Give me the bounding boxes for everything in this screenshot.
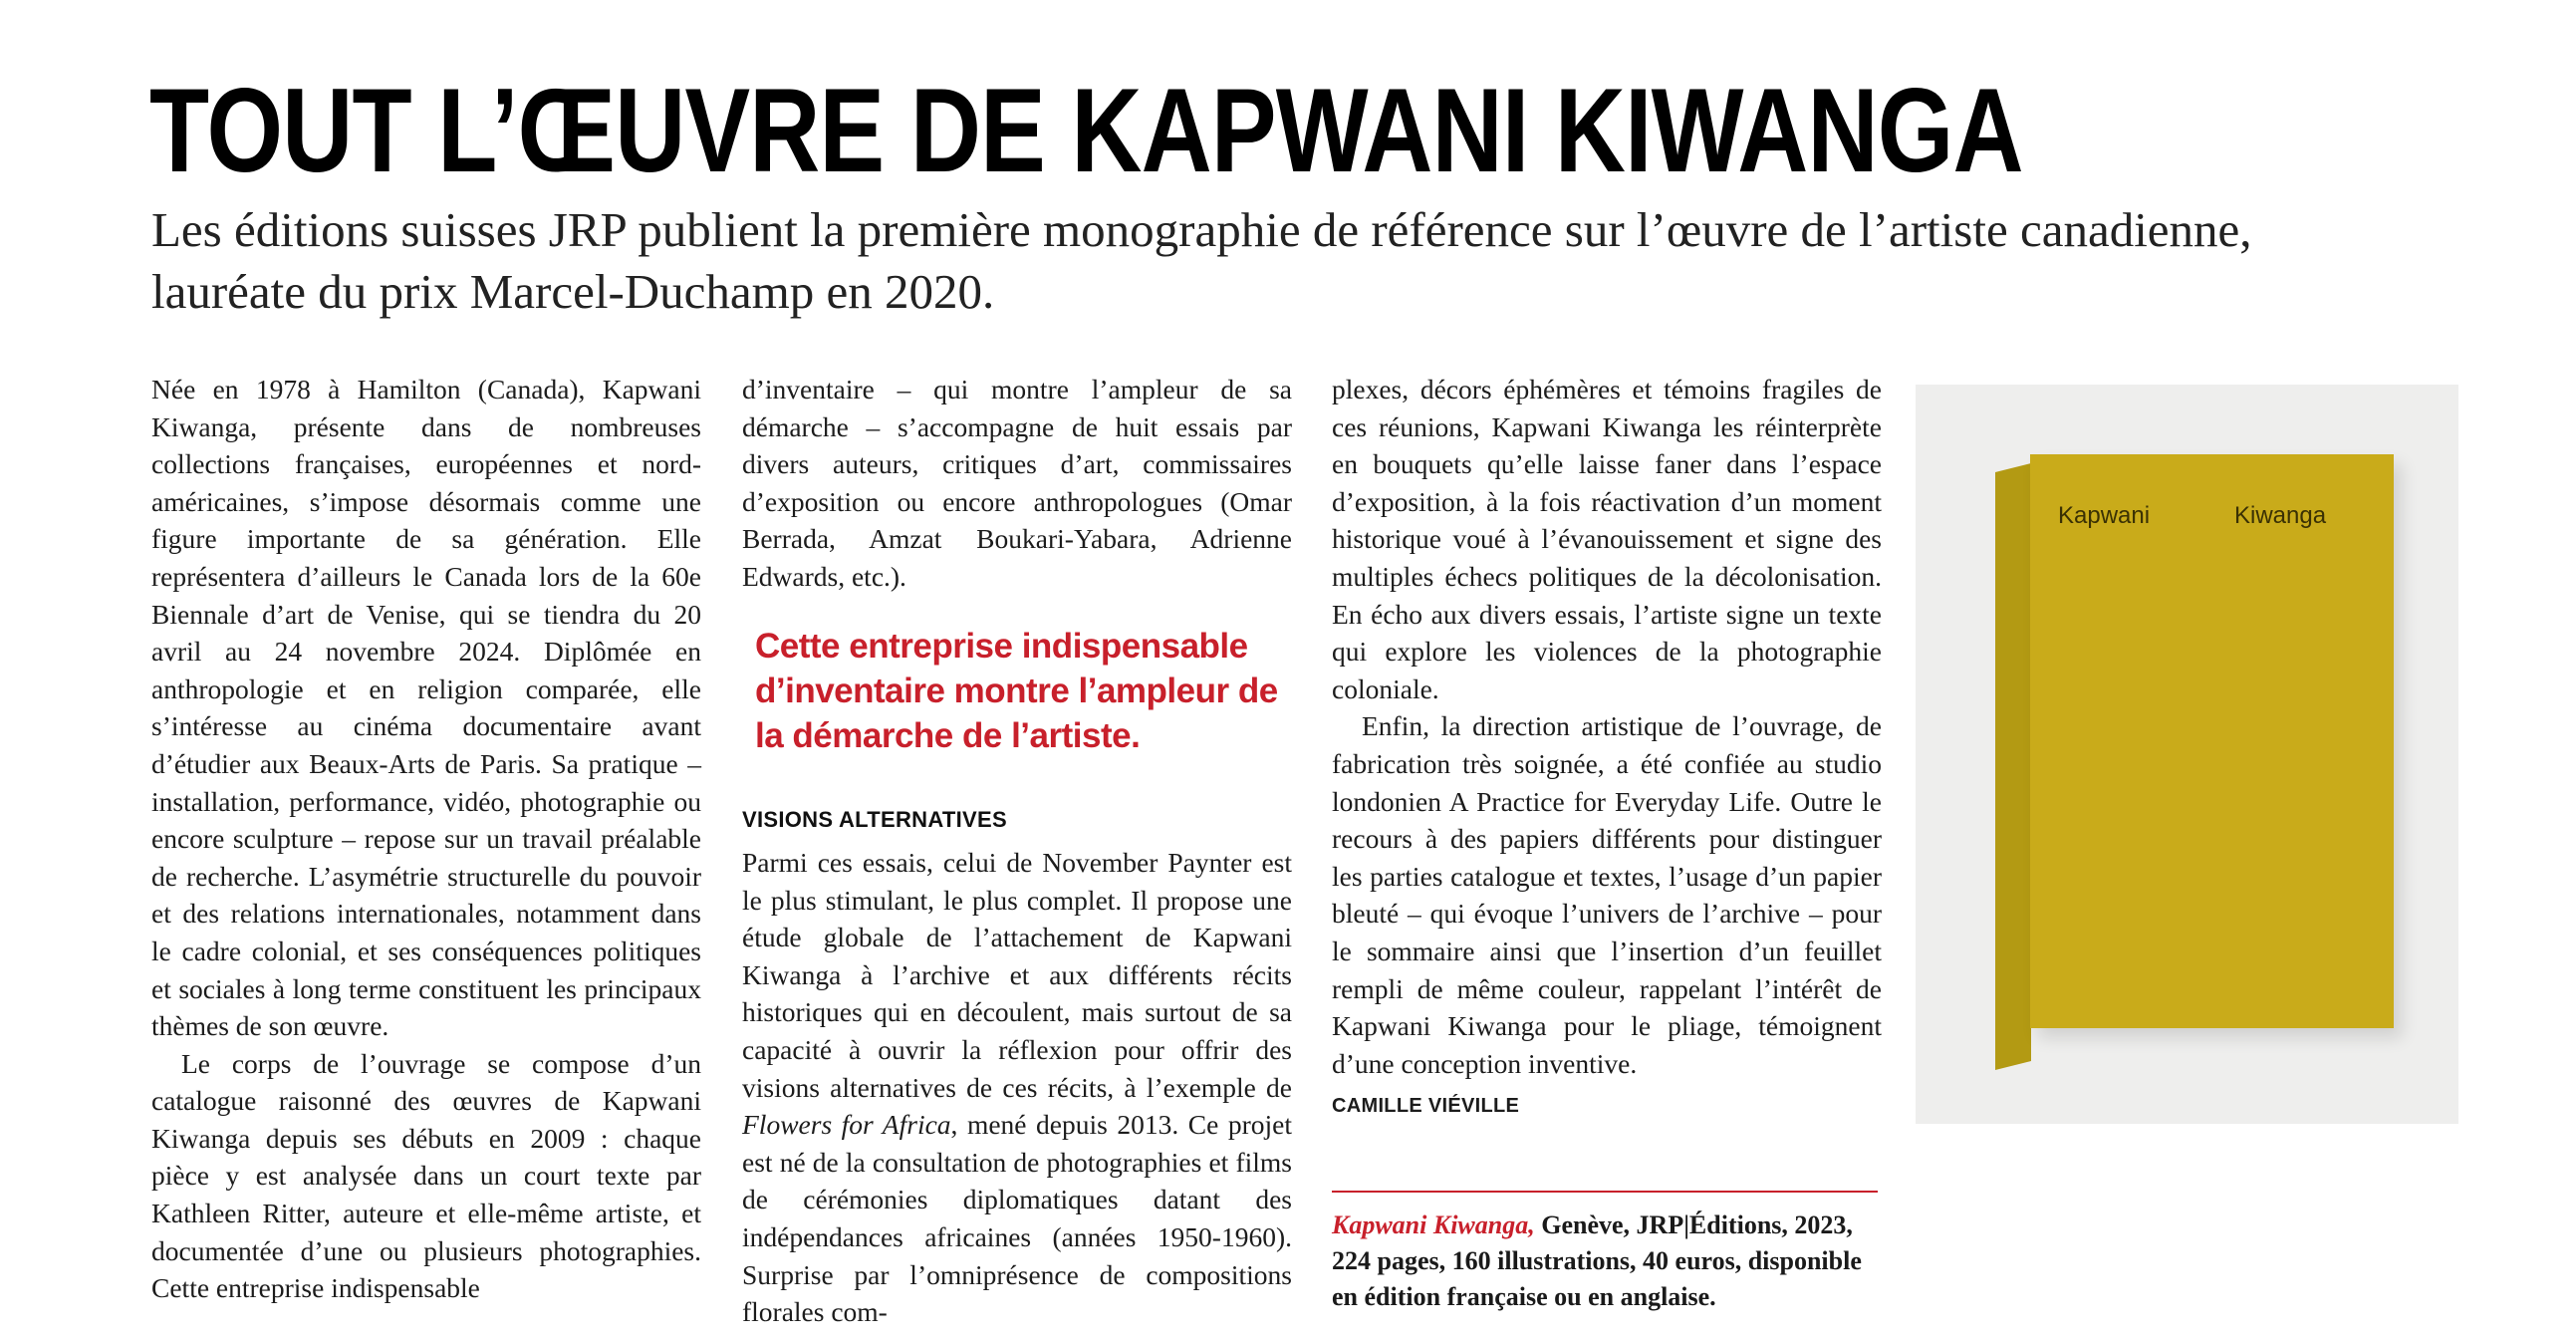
article-column-1: [151, 371, 701, 1307]
book-caption: [1332, 1208, 1890, 1315]
book-title: Kapwani Kiwanga,: [1332, 1210, 1535, 1239]
paragraph-text: Parmi ces essais, celui de November Paynter est le plus stimulant, le plus complet. Il propose une étude globale de l’attachement de Kapwani Kiwanga à l’archive et aux différents récits historiques qui en découlent, mais surtout de sa capacité à ouvrir la réflexion pour offrir des visions alternatives de ces récits, à l’exemple de: [742, 847, 1292, 1103]
paragraph: Née en 1978 à Hamilton (Canada), Kapwani Kiwanga, présente dans de nombreuses collections françaises, européennes et nord-américaines, s’impose désormais comme une figure importante de sa génération. Elle représentera d’ailleurs le Canada lors de la 60e Biennale d’art de Venise, qui se tiendra du 20 avril au 24 novembre 2024. Diplômée en anthropologie et en religion comparée, elle s’intéresse au cinéma documentaire avant d’étudier aux Beaux-Arts de Paris. Sa pratique – installation, performance, vidéo, photographie ou encore sculpture – repose sur un travail préalable de recherche. L’asymétrie structurelle du pouvoir et des relations internationales, notamment dans le cadre colonial, et ses conséquences politiques et sociales à long terme constituent les principaux thèmes de son œuvre.: [151, 374, 701, 1042]
cover-text-left: Kapwani: [2058, 502, 2151, 529]
paragraph-text: , mené depuis 2013. Ce projet est né de la consultation de photographies et films de cérémonies diplomatiques datant des indépendances africaines (années 1950-1960). Surprise par l’omniprésence de compositions florales com-: [742, 1109, 1292, 1328]
headline: TOUT L’ŒUVRE DE KAPWANI KIWANGA: [149, 64, 2023, 197]
paragraph: Enfin, la direction artistique de l’ouvrage, de fabrication très soignée, a été confiée au studio londonien A Practice for Everyday Life. Outre le recours à des papiers différents pour distinguer les parties catalogue et textes, l’usage d’un papier bleuté – qui évoque l’univers de l’archive – pour le sommaire ainsi que l’insertion d’un feuillet rempli de même couleur, rappelant l’intérêt de Kapwani Kiwanga pour le pliage, témoignent d’une conception inventive.: [1332, 710, 1882, 1079]
book-spine: [1995, 463, 2031, 1070]
book-details: Genève, JRP|Éditions, 2023, 224 pages, 160 illustrations, 40 euros, disponible en édition française ou en anglaise.: [1332, 1210, 1862, 1311]
paragraph: d’inventaire – qui montre l’ampleur de sa démarche – s’accompagne de huit essais par divers auteurs, critiques d’art, commissaires d’exposition ou encore anthropologues (Omar Berrada, Amzat Boukari-Yabara, Adrienne Edwards, etc.).: [742, 374, 1292, 592]
standfirst: Les éditions suisses JRP publient la première monographie de référence sur l’œuvre de l’artiste canadienne, lauréate du prix Marcel-Duchamp en 2020.: [151, 202, 2252, 319]
book-cover: [2030, 454, 2394, 1028]
book-photo: [1916, 385, 2458, 1124]
article-column-2-continued: [742, 844, 1292, 1331]
article-column-2: [742, 371, 1292, 596]
section-subhead: VISIONS ALTERNATIVES: [742, 807, 1007, 832]
artwork-title: Flowers for Africa: [742, 1109, 951, 1141]
pull-quote: Cette entreprise indispensable d’inventaire montre l’ampleur de la démarche de l’artiste.: [755, 627, 1278, 755]
author-signature: CAMILLE VIÉVILLE: [1332, 1095, 1520, 1118]
paragraph: Le corps de l’ouvrage se compose d’un catalogue raisonné des œuvres de Kapwani Kiwanga depuis ses débuts en 2009 : chaque pièce y est analysée dans un court texte par Kathleen Ritter, auteure et elle-même artiste, et documentée d’une ou plusieurs photographies. Cette entreprise indispensable: [151, 1047, 701, 1304]
article-column-3: [1332, 371, 1882, 1126]
paragraph: plexes, décors éphémères et témoins fragiles de ces réunions, Kapwani Kiwanga les réinterprète en bouquets qu’elle laisse faner dans l’espace d’exposition, à la fois réactivation d’un moment historique voué à l’évanouissement et signe des multiples échecs politiques de la décolonisation. En écho aux divers essais, l’artiste signe un texte qui explore les violences de la photographie coloniale.: [1332, 374, 1882, 704]
caption-divider: [1332, 1191, 1878, 1193]
cover-text-right: Kiwanga: [2234, 502, 2327, 529]
paragraph: [742, 844, 1292, 1331]
